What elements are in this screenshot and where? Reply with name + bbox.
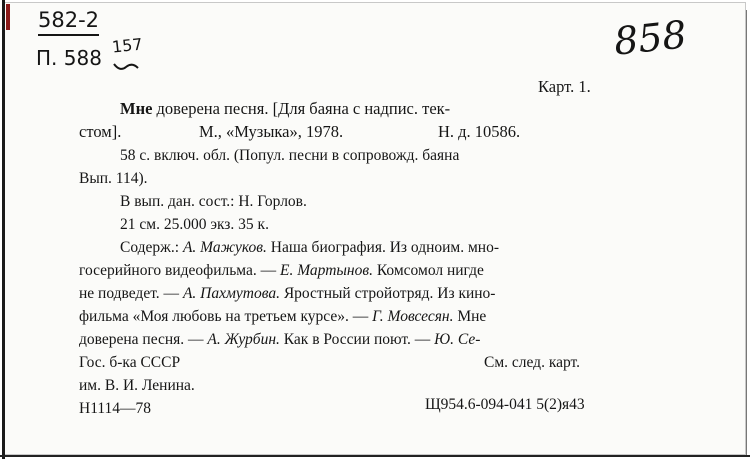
- contents-author: А. Мажуков.: [182, 239, 267, 256]
- handwritten-fraction: 157: [111, 34, 144, 57]
- contents-text: не подведет. —: [79, 285, 180, 302]
- contents-text: Наша биография. Из одноим. мно-: [270, 239, 499, 256]
- publisher-number: Н. д. 10586.: [438, 122, 521, 141]
- handwritten-shelf-bottom: П. 588: [36, 46, 102, 70]
- shelf-mark-bracket: [6, 4, 10, 30]
- publisher-line: М., «Музыка», 1978.: [199, 122, 344, 141]
- contents-line-3: [79, 286, 495, 302]
- title-bold-word: Мне: [120, 99, 153, 118]
- handwritten-shelf-top: 582-2: [38, 8, 99, 36]
- contents-line-2: [79, 263, 484, 279]
- contents-text: Мне: [457, 308, 487, 325]
- contents-author: А. Журбин.: [207, 331, 280, 348]
- contents-text: Как в России поют. —: [283, 331, 431, 348]
- card-code: Н1114—78: [79, 400, 152, 417]
- contents-author: Е. Мартынов.: [280, 262, 373, 279]
- contents-author: А. Пахмутова.: [182, 285, 280, 302]
- classification-code: Щ954.6-094-041 5(2)я43: [425, 396, 585, 413]
- contents-line-1: [120, 240, 499, 256]
- title-rest: доверена песня. [Для баяна с надпис. тек-: [156, 99, 451, 118]
- description-line-2: Вып. 114).: [79, 170, 148, 187]
- library-line-1: Гос. б-ка СССР: [79, 354, 181, 371]
- library-line-2: им. В. И. Ленина.: [79, 377, 195, 394]
- contents-line-5: [79, 332, 480, 348]
- contents-text: доверена песня. —: [79, 331, 204, 348]
- contents-text: Комсомол нигде: [376, 262, 484, 279]
- title-line-2a: стом].: [79, 122, 122, 141]
- contents-text: фильма «Моя любовь на третьем курсе». —: [79, 308, 369, 325]
- contents-text: госерийного видеофильма. —: [79, 262, 277, 279]
- title-line-1: [120, 101, 450, 118]
- contents-label: Содерж.:: [120, 239, 180, 256]
- physical-description: 21 см. 25.000 экз. 35 к.: [120, 216, 269, 233]
- handwritten-tilde-mark: [112, 58, 140, 74]
- card-number: Карт. 1.: [538, 77, 591, 96]
- card-left-edge: [2, 0, 5, 459]
- contents-text: Яростный стройотряд. Из кино-: [283, 285, 496, 302]
- handwritten-corner-number: 858: [611, 12, 689, 64]
- description-line-1: 58 с. включ. обл. (Попул. песни в сопровожд. баяна: [120, 147, 460, 164]
- contents-author: Ю. Се-: [434, 331, 481, 348]
- card-right-edge: [746, 10, 747, 455]
- compiler-line: В вып. дан. сост.: Н. Горлов.: [120, 193, 307, 210]
- contents-line-4: [79, 309, 486, 325]
- continued-note: См. след. карт.: [484, 354, 581, 371]
- contents-author: Г. Мовсесян.: [372, 308, 454, 325]
- card-bottom-edge: [0, 455, 750, 457]
